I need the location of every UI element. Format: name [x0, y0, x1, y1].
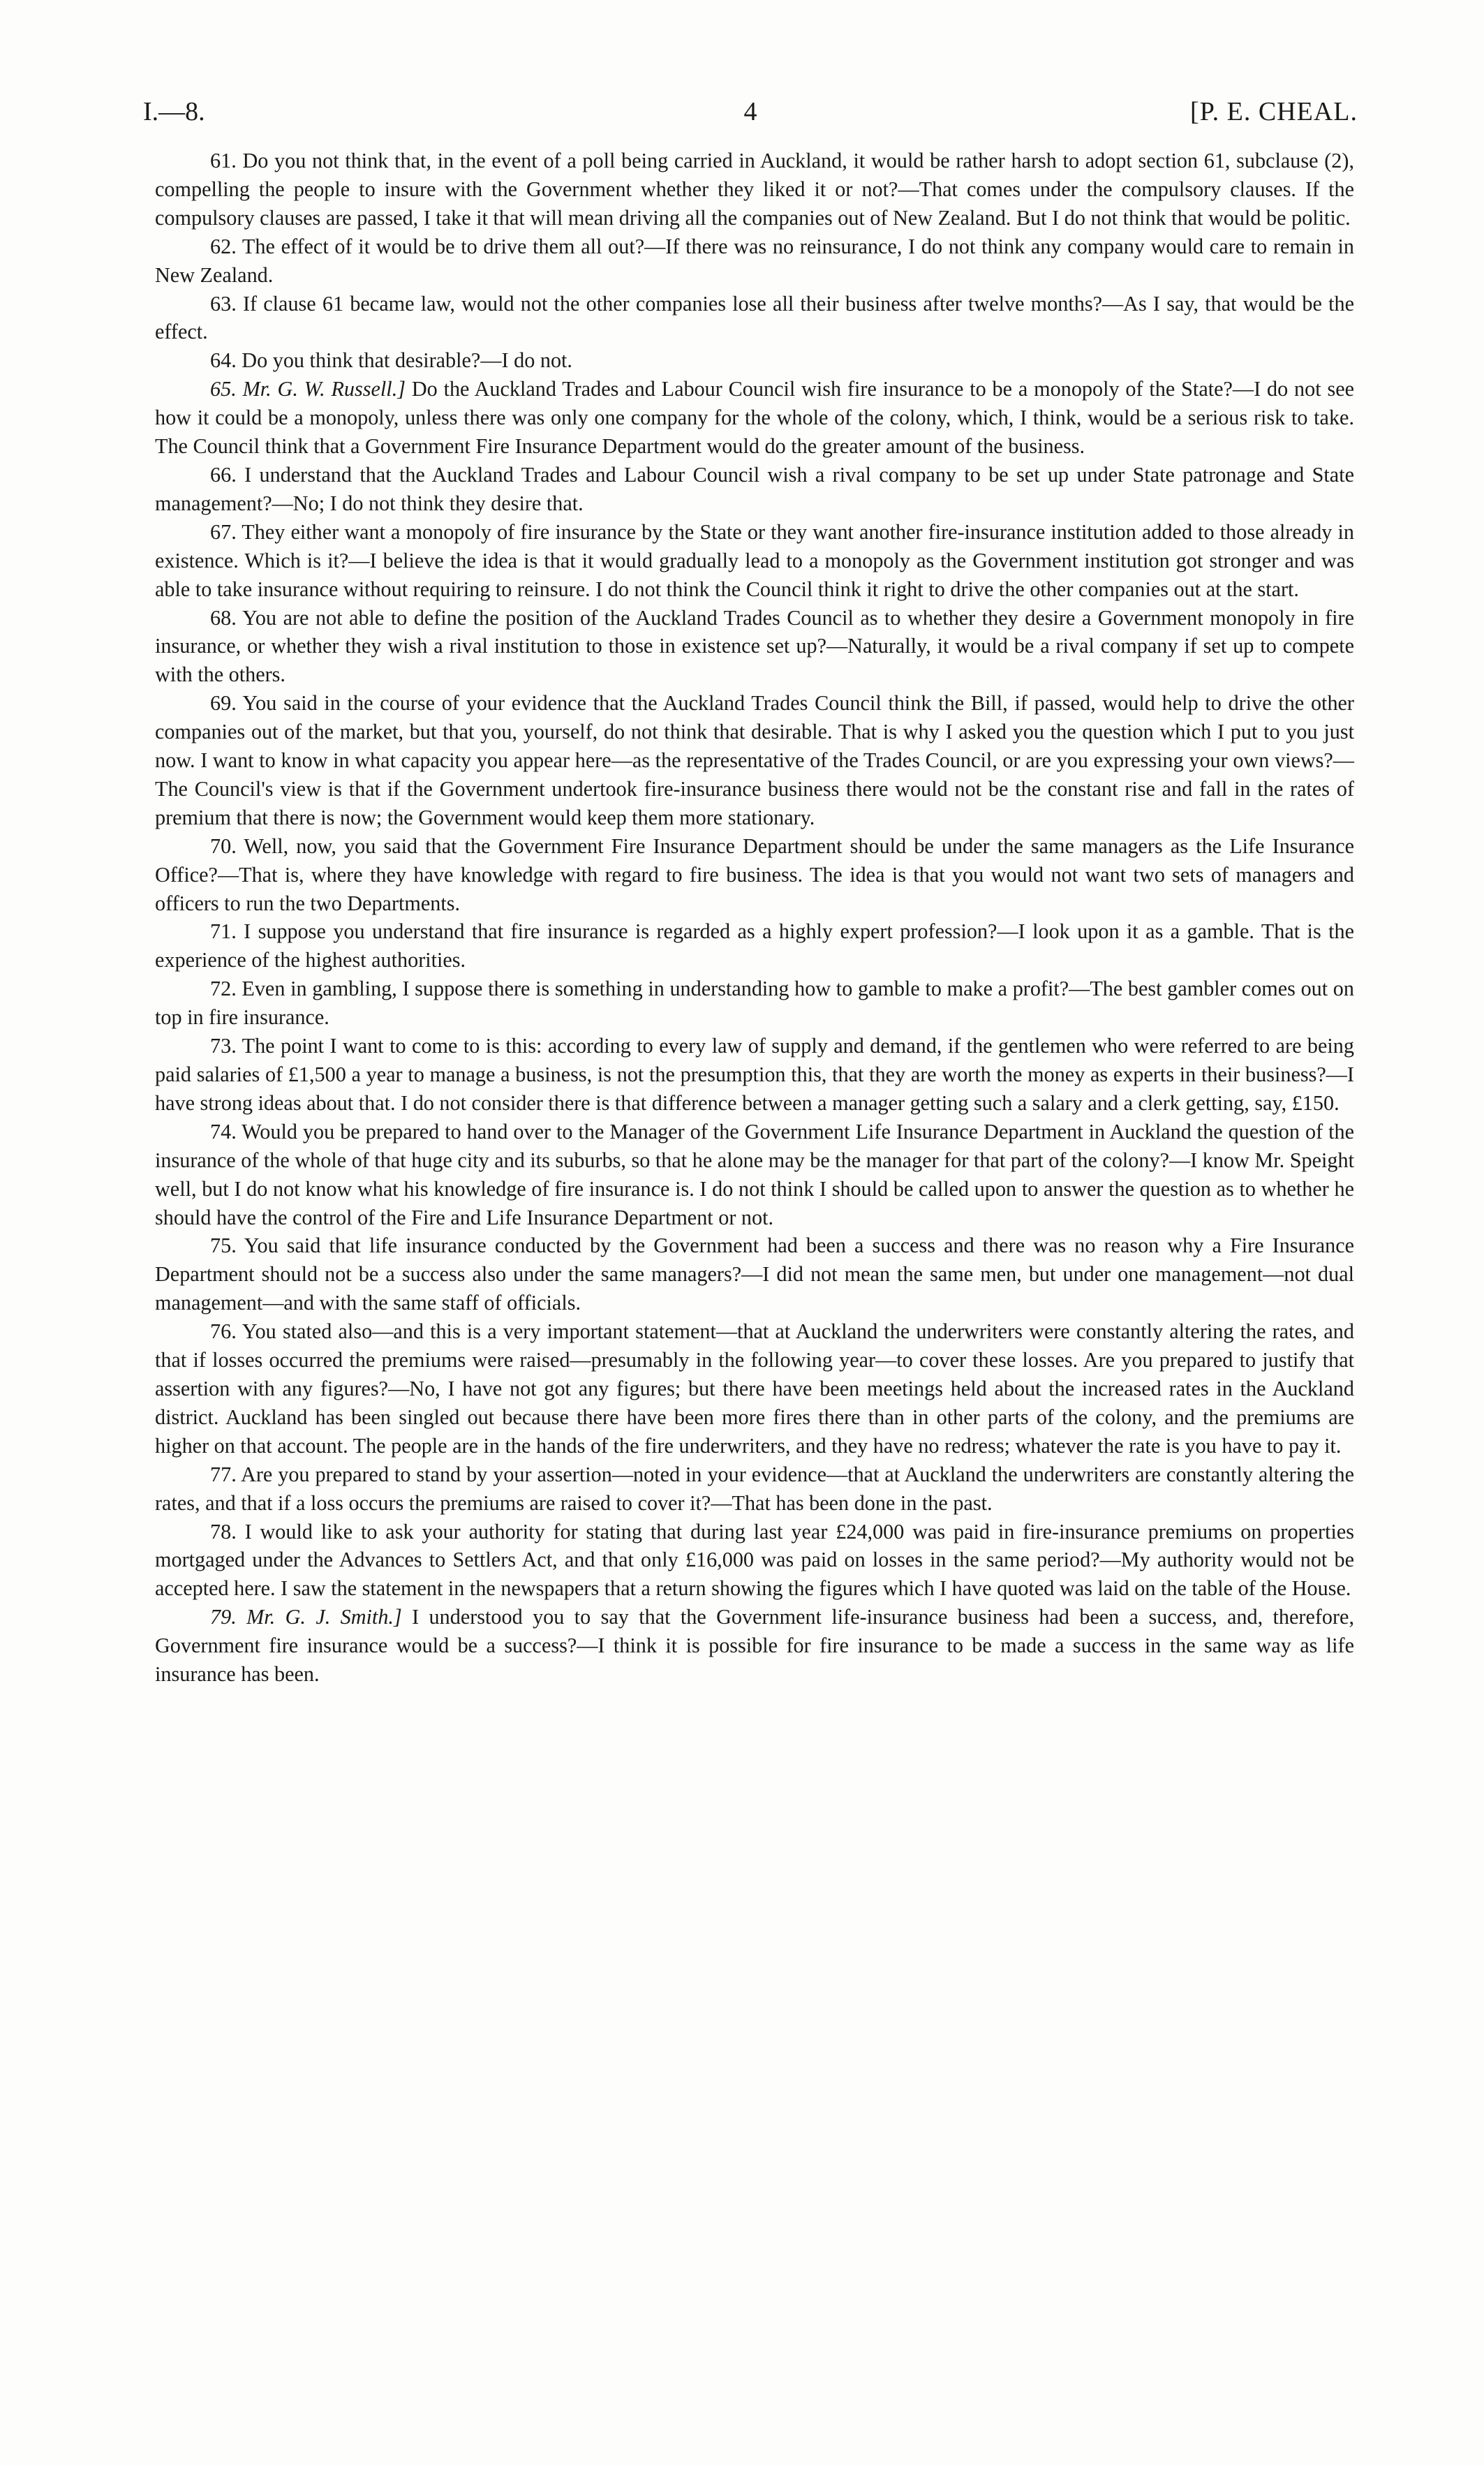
paragraph-text: 67. They either want a monopoly of fire insurance by the State or they want another fire-insurance institution added to those already in existence. Which is it?—I believe the idea is that it would gradually lead to a monopoly as the Government institution got stronger and was able to take insurance without requiring to reinsure. I do not think the Council think it right to drive the other companies out at the start.: [155, 519, 1354, 601]
evidence-text: [155, 147, 1354, 1689]
paragraph-text: 70. Well, now, you said that the Government Fire Insurance Department should be under the same managers as the Life Insurance Office?—That is, where they have knowledge with regard to fire business. The idea is that you would not want two sets of managers and officers to run the two Departments.: [155, 834, 1354, 915]
question-paragraph: [155, 232, 1354, 290]
paragraph-text: 66. I understand that the Auckland Trades and Labour Council wish a rival company to be set up under State patronage and State management?—No; I do not think they desire that.: [155, 462, 1354, 515]
question-paragraph: [155, 832, 1354, 918]
question-paragraph: [155, 975, 1354, 1032]
question-paragraph: [155, 375, 1354, 461]
speaker-lead: 65. Mr. G. W. Russell.]: [210, 377, 406, 401]
paragraph-text: 78. I would like to ask your authority for stating that during last year £24,000 was paid in fire-insurance premiums on properties mortgaged under the Advances to Settlers Act, and that only £16,000 was paid on losses in the same period?—My authority would not be accepted here. I saw the statement in the newspapers that a return showing the figures which I have quoted was laid on the table of the House.: [155, 1519, 1354, 1601]
page-number: 4: [743, 97, 757, 126]
question-paragraph: [155, 1118, 1354, 1232]
question-paragraph: [155, 1460, 1354, 1518]
paragraph-text: 69. You said in the course of your evidence that the Auckland Trades Council think the Bill, if passed, would help to drive the other companies out of the market, but that you, yourself, do not think that desirable. That is why I asked you the question which I put to you just now. I want to know in what capacity you appear here—as the representative of the Trades Council, or are you expressing your own views?—The Council's view is that if the Government undertook fire-insurance business there would not be the constant rise and fall in the rates of premium that there is now; the Government would keep them more stationary.: [155, 691, 1354, 829]
paragraph-text: 73. The point I want to come to is this: according to every law of supply and demand, if the gentlemen who were referred to are being paid salaries of £1,500 a year to manage a business, is not the presumption this, that they are worth the money as experts in their business?—I have strong ideas about that. I do not consider there is that difference between a manager getting such a salary and a clerk getting, say, £150.: [155, 1034, 1354, 1115]
question-paragraph: [155, 1518, 1354, 1604]
paragraph-text: 64. Do you think that desirable?—I do not.: [210, 348, 572, 373]
paragraph-text: 62. The effect of it would be to drive them all out?—If there was no reinsurance, I do not think any company would care to remain in New Zealand.: [155, 234, 1354, 287]
question-paragraph: [155, 346, 1354, 375]
question-paragraph: [155, 917, 1354, 975]
paragraph-text: 68. You are not able to define the position of the Auckland Trades Council as to whether they desire a Government monopoly in fire insurance, or whether they wish a rival institution to those in existence set up?—Naturally, it would be a rival company if set up to compete with the others.: [155, 605, 1354, 687]
question-paragraph: [155, 147, 1354, 232]
paragraph-text: 72. Even in gambling, I suppose there is something in understanding how to gamble to make a profit?—The best gambler comes out on top in fire insurance.: [155, 977, 1354, 1030]
paragraph-text: Do the Auckland Trades and Labour Council wish fire insurance to be a monopoly of the State?—I do not see how it could be a monopoly, unless there was only one company for the whole of the colony, which, I think, would be a serious risk to take. The Council think that a Government Fire Insurance Department would do the greater amount of the business.: [155, 377, 1354, 459]
page-header: [143, 96, 1358, 135]
question-paragraph: [155, 604, 1354, 690]
paragraph-text: 74. Would you be prepared to hand over to the Manager of the Government Life Insurance Department in Auckland the question of the insurance of the whole of that huge city and its suburbs, so that he alone may be the manager for that part of the colony?—I know Mr. Speight well, but I do not know what his knowledge of fire insurance is. I do not think I should be called upon to answer the question as to whether he should have the control of the Fire and Life Insurance Department or not.: [155, 1119, 1354, 1229]
question-paragraph: [155, 290, 1354, 347]
question-paragraph: [155, 689, 1354, 832]
paragraph-text: 61. Do you not think that, in the event of a poll being carried in Auckland, it would be rather harsh to adopt section 61, subclause (2), compelling the people to insure with the Government whether they liked it or not?—That comes under the compulsory clauses. If the compulsory clauses are passed, I take it that will mean driving all the companies out of New Zealand. But I do not think that would be politic.: [155, 149, 1354, 230]
paragraph-text: 77. Are you prepared to stand by your assertion—noted in your evidence—that at Auckland the underwriters are constantly altering the rates, and that if a loss occurs the premiums are raised to cover it?—That has been done in the past.: [155, 1462, 1354, 1515]
question-paragraph: [155, 461, 1354, 518]
paragraph-text: 76. You stated also—and this is a very important statement—that at Auckland the underwriters were constantly altering the rates, and that if losses occurred the premiums were raised—presumably in the following year—to cover these losses. Are you prepared to justify that assertion with any figures?—No, I have not got any figures; but there have been meetings held about the increased rates in the Auckland district. Auckland has been singled out because there have been more fires there than in other parts of the colony, and the premiums are higher on that account. The people are in the hands of the fire underwriters, and they have no redress; whatever the rate is you have to pay it.: [155, 1319, 1354, 1458]
question-paragraph: [155, 1032, 1354, 1118]
question-paragraph: [155, 1317, 1354, 1460]
question-paragraph: [155, 518, 1354, 604]
paragraph-text: I understood you to say that the Government life-insurance business had been a success, and, therefore, Government fire insurance would be a success?—I think it is possible for fire insurance to be made a success in the same way as life insurance has been.: [155, 1605, 1354, 1687]
paper-number: I.—8.: [143, 97, 205, 126]
paragraph-text: 63. If clause 61 became law, would not the other companies lose all their business after twelve months?—As I say, that would be the effect.: [155, 291, 1354, 344]
witness-name: [P. E. CHEAL.: [1190, 97, 1358, 126]
paragraph-text: 75. You said that life insurance conducted by the Government had been a success and there was no reason why a Fire Insurance Department should not be a success also under the same managers?—I did not mean the same men, but under one management—not dual management—and with the same staff of officials.: [155, 1234, 1354, 1315]
question-paragraph: [155, 1231, 1354, 1317]
speaker-lead: 79. Mr. G. J. Smith.]: [210, 1605, 402, 1629]
question-paragraph: [155, 1603, 1354, 1689]
paragraph-text: 71. I suppose you understand that fire insurance is regarded as a highly expert profession?—I look upon it as a gamble. That is the experience of the highest authorities.: [155, 919, 1354, 972]
